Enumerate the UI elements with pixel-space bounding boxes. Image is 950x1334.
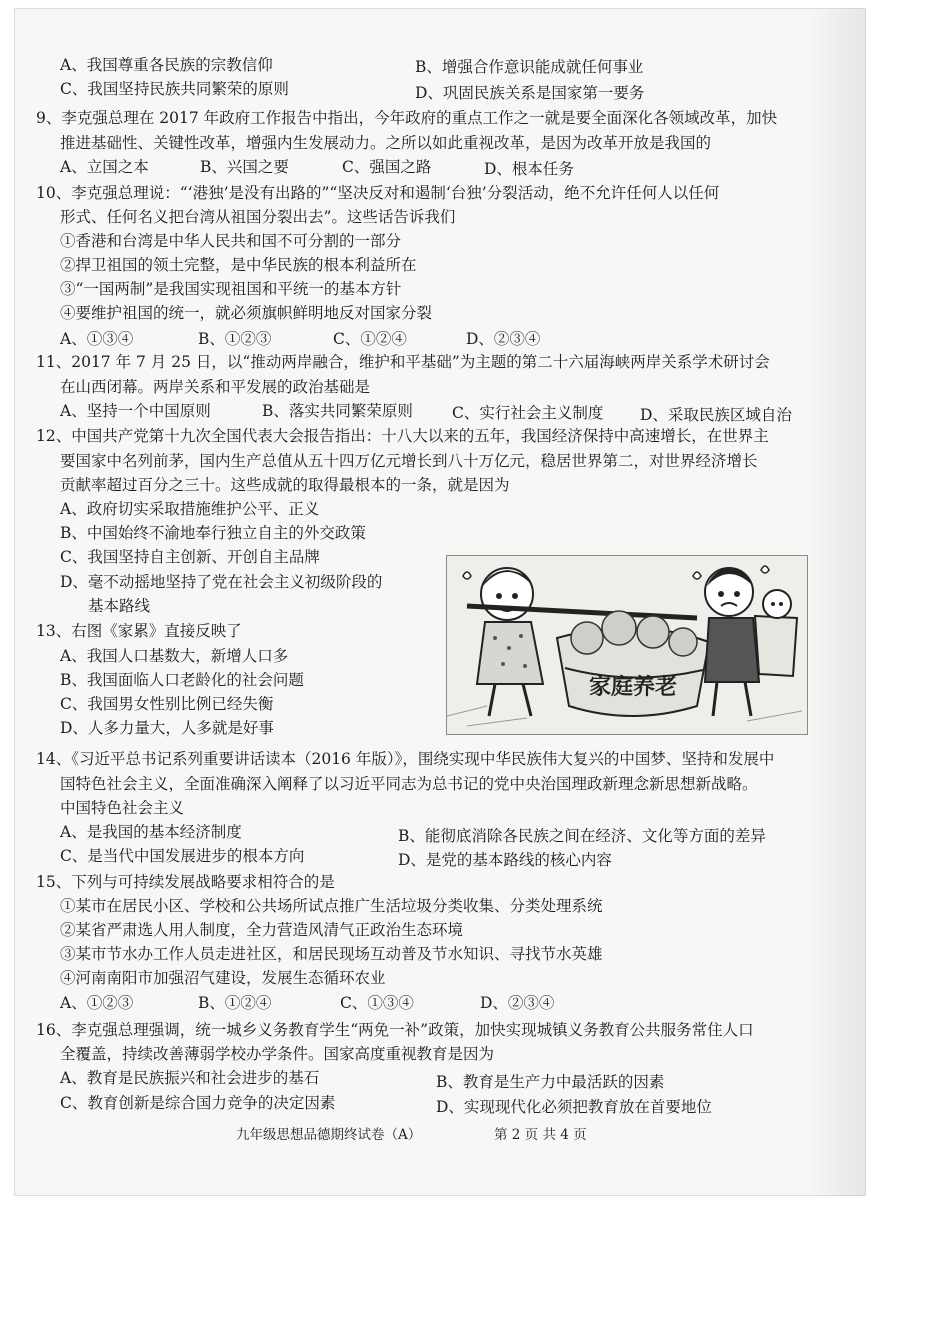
q12-option-b: B、中国始终不渝地奉行独立自主的外交政策	[60, 524, 366, 542]
q15-statement-1: ①某市在居民小区、学校和公共场所试点推广生活垃圾分类收集、分类处理系统	[60, 897, 603, 915]
page-number: 第 2 页 共 4 页	[494, 1127, 587, 1143]
q14-stem-line2: 国特色社会主义，全面准确深入阐释了以习近平同志为总书记的党中央治国理政新理念新思想新战略。	[60, 775, 758, 793]
q15-option-d: D、②③④	[480, 994, 555, 1012]
q16-stem-line2: 全覆盖，持续改善薄弱学校办学条件。国家高度重视教育是因为	[60, 1045, 495, 1063]
q9-stem-line2: 推进基础性、关键性改革，增强内生发展动力。之所以如此重视改革，是因为改革开放是我国的	[60, 134, 712, 152]
q11-stem-line2: 在山西闭幕。两岸关系和平发展的政治基础是	[60, 378, 371, 396]
q14-option-c: C、是当代中国发展进步的根本方向	[60, 847, 305, 865]
q10-option-c: C、①②④	[333, 330, 407, 348]
q10-statement-1: ①香港和台湾是中华人民共和国不可分割的一部分	[60, 232, 402, 250]
q8-option-c: C、我国坚持民族共同繁荣的原则	[60, 80, 289, 98]
q9-stem-line1: 9、李克强总理在 2017 年政府工作报告中指出，今年政府的重点工作之一就是要全面深化各领域改革，加快	[36, 109, 778, 127]
q12-option-a: A、政府切实采取措施维护公平、正义	[60, 500, 320, 518]
q10-option-a: A、①③④	[60, 330, 134, 348]
q13-option-a: A、我国人口基数大，新增人口多	[60, 647, 289, 665]
q8-option-b: B、增强合作意识能成就任何事业	[415, 58, 644, 76]
q10-statement-3: ③“一国两制”是我国实现祖国和平统一的基本方针	[60, 280, 402, 298]
q13-option-d: D、人多力量大，人多就是好事	[60, 719, 274, 737]
q12-stem-line2: 要国家中名列前茅，国内生产总值从五十四万亿元增长到八十万亿元，稳居世界第二，对世界经济增长	[60, 452, 758, 470]
q11-stem-line1: 11、2017 年 7 月 25 日，以“推动两岸融合，维护和平基础”为主题的第二十六届海峡两岸关系学术研讨会	[36, 353, 770, 371]
q13-stem: 13、右图《家累》直接反映了	[36, 622, 242, 640]
q16-option-c: C、教育创新是综合国力竞争的决定因素	[60, 1094, 336, 1112]
q16-stem-line1: 16、李克强总理强调，统一城乡义务教育学生“两免一补”政策，加快实现城镇义务教育公共服务常住人口	[36, 1021, 754, 1039]
q11-option-a: A、坚持一个中国原则	[60, 402, 211, 420]
q10-stem-line2: 形式、任何名义把台湾从祖国分裂出去”。这些话告诉我们	[60, 208, 456, 226]
cartoon-basket-label: 家庭养老	[588, 674, 678, 700]
cartoon-illustration	[446, 555, 808, 735]
q16-option-d: D、实现现代化必须把教育放在首要地位	[436, 1098, 712, 1116]
q12-option-d-line2: 基本路线	[88, 597, 151, 615]
q14-stem-line1: 14、《习近平总书记系列重要讲话读本（2016 年版）》，围绕实现中华民族伟大复兴的中国梦、坚持和发展中	[36, 750, 775, 768]
q14-option-b: B、能彻底消除各民族之间在经济、文化等方面的差异	[398, 827, 766, 845]
q10-option-d: D、②③④	[466, 330, 541, 348]
q15-statement-3: ③某市节水办工作人员走进社区，和居民现场互动普及节水知识、寻找节水英雄	[60, 945, 603, 963]
q8-option-d: D、巩固民族关系是国家第一要务	[415, 84, 645, 102]
q12-stem-line3: 贡献率超过百分之三十。这些成就的取得最根本的一条，就是因为	[60, 476, 510, 494]
q15-option-c: C、①③④	[340, 994, 414, 1012]
q12-option-c: C、我国坚持自主创新、开创自主品牌	[60, 548, 320, 566]
q9-option-c: C、强国之路	[342, 158, 432, 176]
q10-statement-4: ④要维护祖国的统一，就必须旗帜鲜明地反对国家分裂	[60, 304, 433, 322]
q15-statement-4: ④河南南阳市加强沼气建设，发展生态循环农业	[60, 969, 386, 987]
q9-option-b: B、兴国之要	[200, 158, 289, 176]
q9-option-a: A、立国之本	[60, 158, 149, 176]
exam-title-footer: 九年级思想品德期终试卷（A）	[236, 1127, 422, 1143]
scan-shadow	[806, 8, 866, 1196]
q15-option-a: A、①②③	[60, 994, 134, 1012]
q13-option-c: C、我国男女性别比例已经失衡	[60, 695, 274, 713]
q10-option-b: B、①②③	[198, 330, 272, 348]
cartoon-drawing	[447, 556, 807, 734]
q11-option-b: B、落实共同繁荣原则	[262, 402, 413, 420]
q11-option-d: D、采取民族区域自治	[640, 406, 792, 424]
q14-option-d: D、是党的基本路线的核心内容	[398, 851, 612, 869]
q16-option-b: B、教育是生产力中最活跃的因素	[436, 1073, 665, 1091]
q13-option-b: B、我国面临人口老龄化的社会问题	[60, 671, 304, 689]
q16-option-a: A、教育是民族振兴和社会进步的基石	[60, 1069, 320, 1087]
q15-stem: 15、下列与可持续发展战略要求相符合的是	[36, 873, 335, 891]
q10-stem-line1: 10、李克强总理说：“‘港独’是没有出路的”“坚决反对和遏制‘台独’分裂活动，绝不允许任何人以任何	[36, 184, 720, 202]
q12-option-d-line1: D、毫不动摇地坚持了党在社会主义初级阶段的	[60, 573, 383, 591]
q12-stem-line1: 12、中国共产党第十九次全国代表大会报告指出：十八大以来的五年，我国经济保持中高速增长，在世界主	[36, 427, 769, 445]
q15-statement-2: ②某省严肃选人用人制度，全力营造风清气正政治生态环境	[60, 921, 464, 939]
q15-option-b: B、①②④	[198, 994, 272, 1012]
q8-option-a: A、我国尊重各民族的宗教信仰	[60, 56, 273, 74]
q11-option-c: C、实行社会主义制度	[452, 404, 604, 422]
q10-statement-2: ②捍卫祖国的领土完整，是中华民族的根本利益所在	[60, 256, 417, 274]
q9-option-d: D、根本任务	[484, 160, 574, 178]
q14-stem-line3: 中国特色社会主义	[60, 799, 185, 817]
q14-option-a: A、是我国的基本经济制度	[60, 823, 242, 841]
